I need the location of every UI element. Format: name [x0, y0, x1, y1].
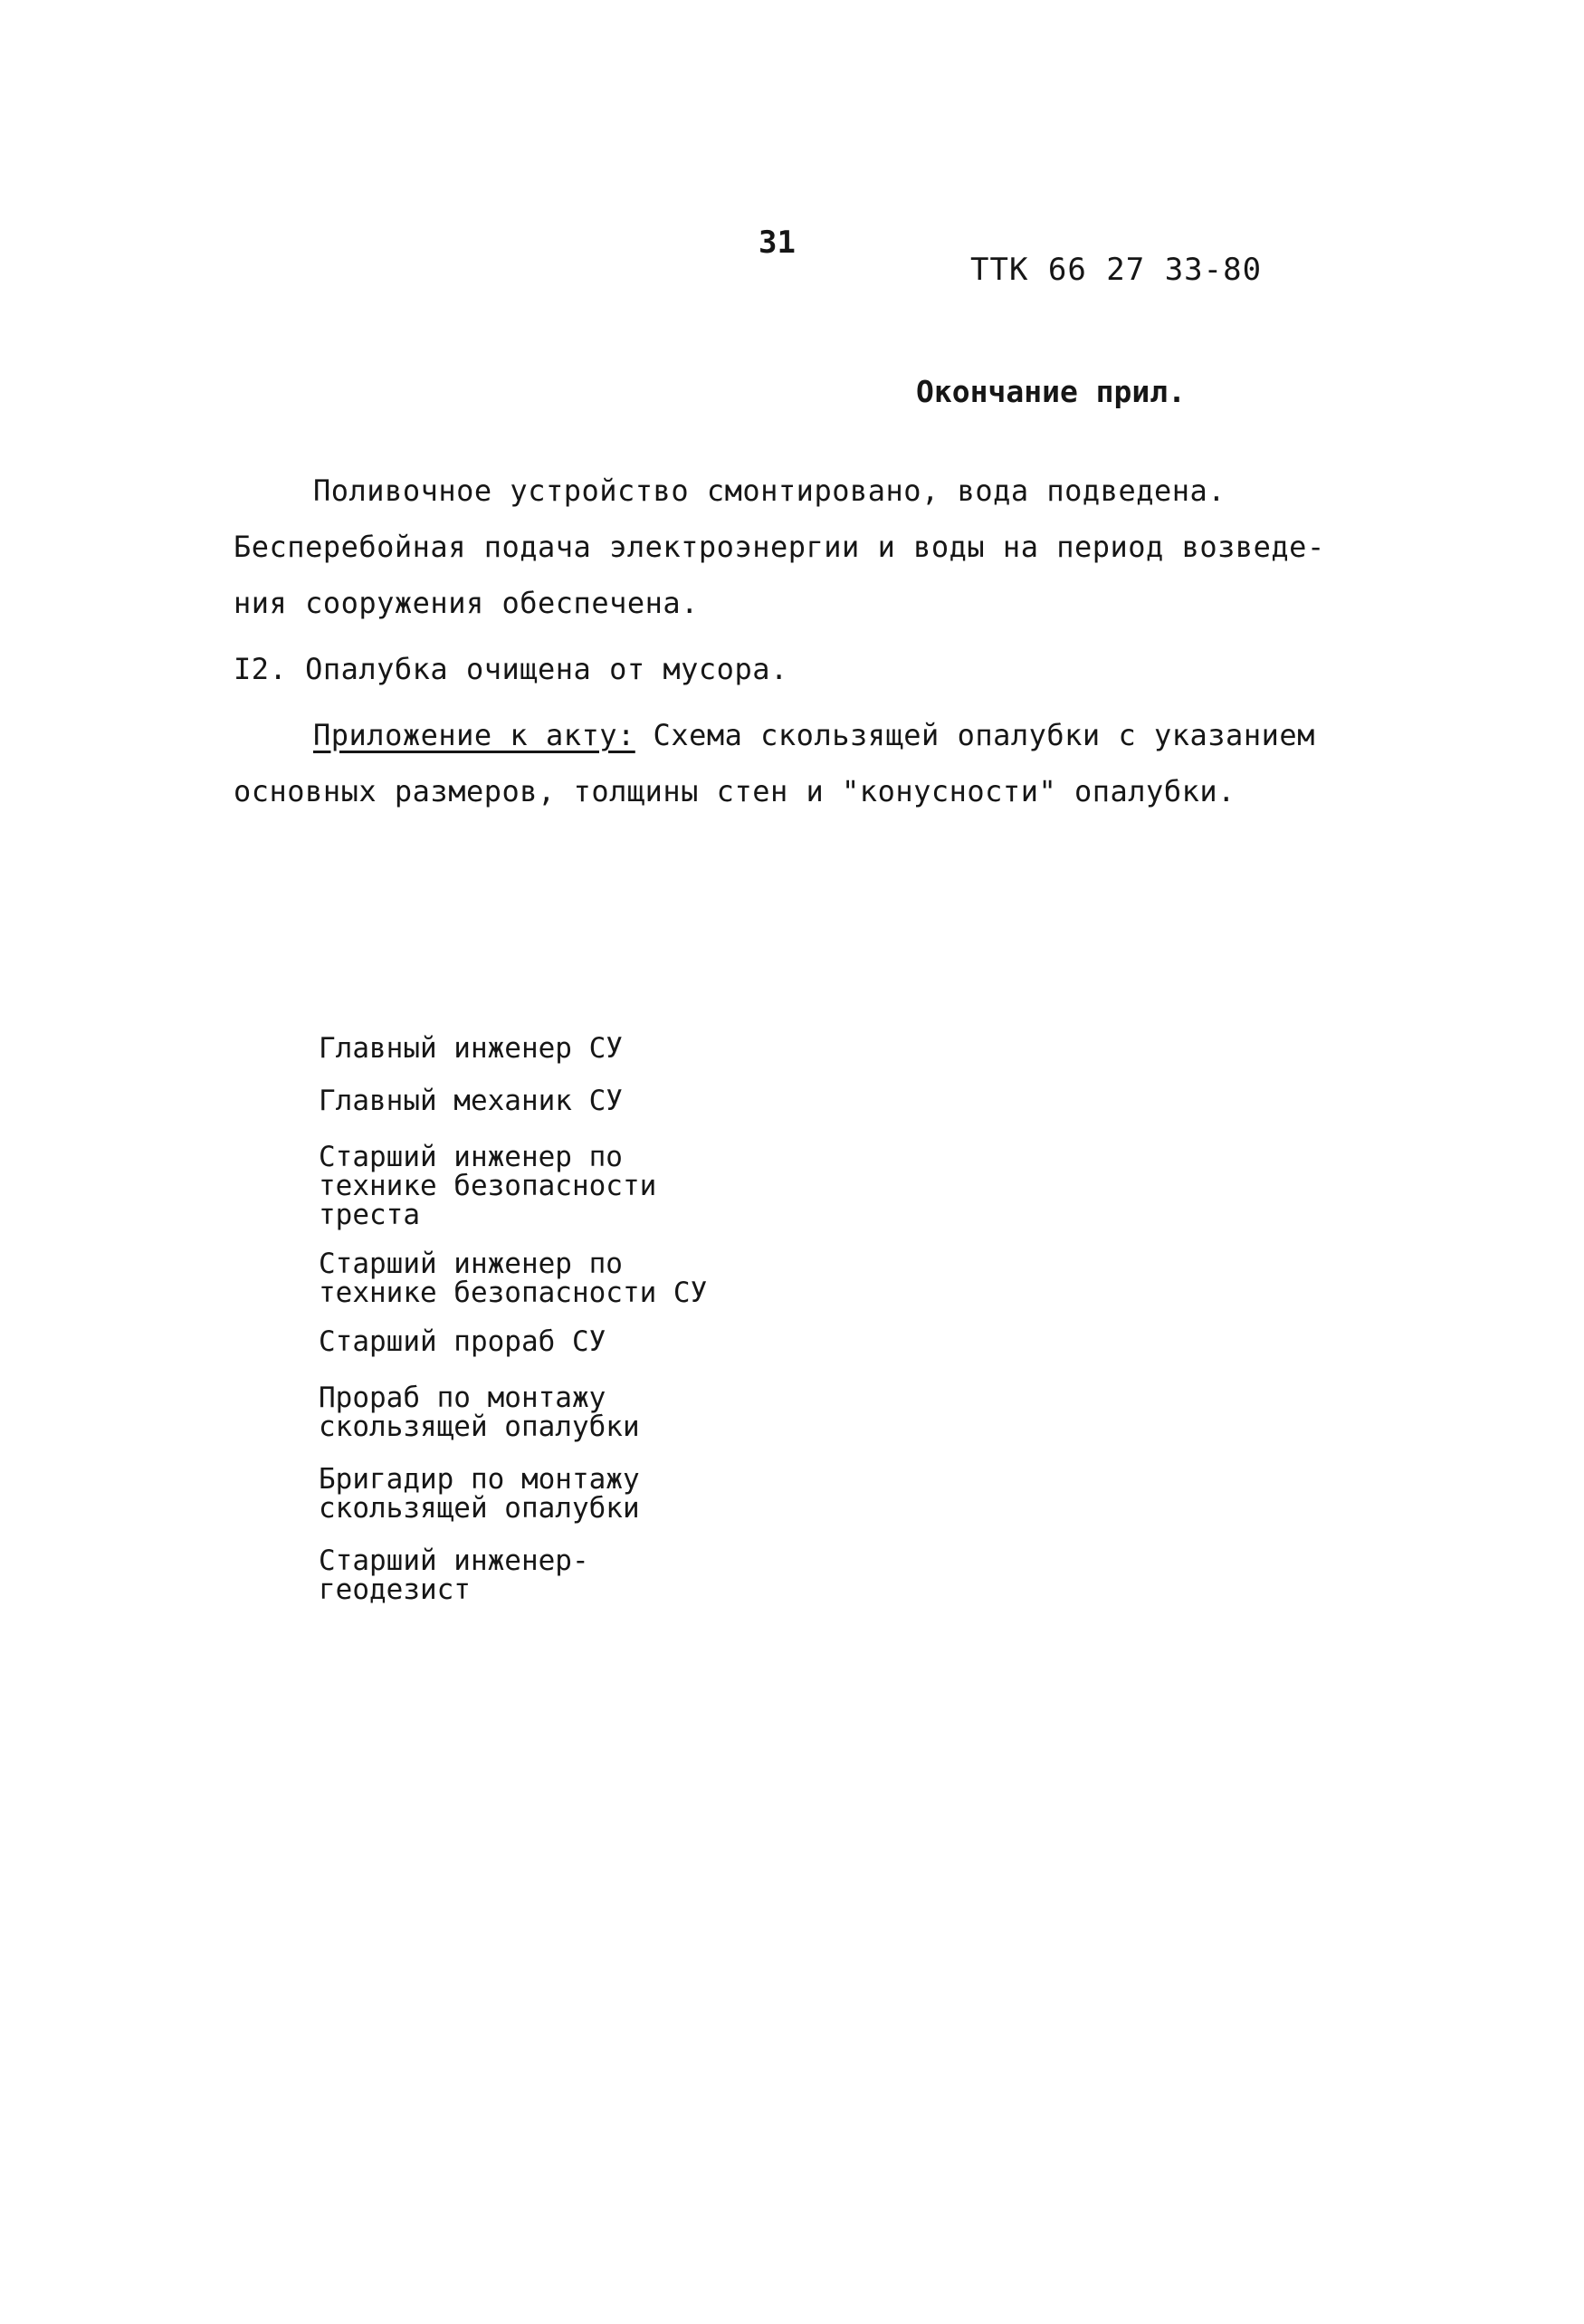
document-code: ТТК 66 27 33-80 [970, 252, 1263, 288]
attachment-continuation: основных размеров, толщины стен и "конусности" опалубки. [234, 774, 1236, 808]
signatory-chief-engineer: Главный инженер СУ [319, 1032, 623, 1065]
signatory-formwork-foreman: Прораб по монтажу скользящей опалубки [319, 1382, 640, 1443]
item-12: I2. Опалубка очищена от мусора. [234, 652, 788, 686]
signatory-senior-geodesist: Старший инженер- геодезист [319, 1545, 589, 1606]
page-number: 31 [759, 225, 796, 261]
attachment-line [313, 718, 1315, 752]
body-line-2: Бесперебойная подача электроэнергии и воды на период возведе- [234, 530, 1325, 564]
body-line-1: Поливочное устройство смонтировано, вода подведена. [313, 473, 1226, 508]
attachment-label: Приложение к акту: [313, 718, 635, 752]
signatory-senior-foreman: Старший прораб СУ [319, 1325, 606, 1358]
signatory-chief-mechanic: Главный механик СУ [319, 1085, 623, 1117]
signatory-safety-engineer-su: Старший инженер по технике безопасности СУ [319, 1248, 708, 1309]
signatory-formwork-brigadier: Бригадир по монтажу скользящей опалубки [319, 1463, 640, 1525]
signatory-safety-engineer-trust: Старший инженер по технике безопасности треста [319, 1141, 657, 1231]
attachment-text: Схема скользящей опалубки с указанием [635, 718, 1315, 752]
appendix-end-label: Окончание прил. [916, 374, 1187, 409]
body-line-3: ния сооружения обеспечена. [234, 586, 699, 620]
